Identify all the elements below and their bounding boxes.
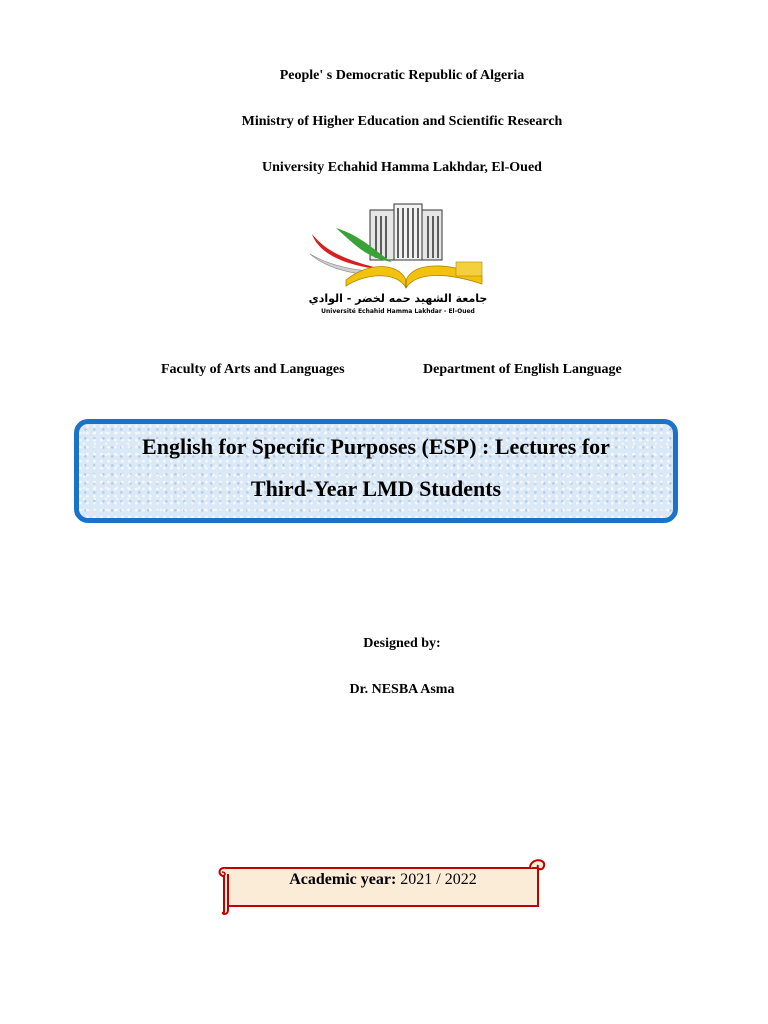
logo-latin-text: Université Echahid Hamma Lakhdar - El-Oued [321,308,475,315]
title-box [74,419,678,523]
country-name: People' s Democratic Republic of Algeria [279,68,525,83]
designed-by-label: Designed by: [363,636,441,651]
logo-arabic-text: جامعة الشهيد حمه لخضر - الوادي [308,292,488,305]
title-line-1: English for Specific Purposes (ESP) : Lectures for [142,434,610,459]
university-logo-graphic [306,200,490,318]
faculty-name: Faculty of Arts and Languages [161,362,345,377]
title-line-2: Third-Year LMD Students [250,476,502,501]
academic-year [216,871,550,889]
author-name: Dr. NESBA Asma [349,682,455,697]
academic-year-value: 2021 / 2022 [396,871,477,888]
academic-year-label: Academic year: [289,871,397,888]
building-icon [370,204,442,260]
university-logo [306,200,490,318]
university-name: University Echahid Hamma Lakhdar, El-Oued [262,160,542,175]
ministry-name: Ministry of Higher Education and Scientific Research [241,114,563,129]
department-name: Department of English Language [423,362,622,377]
